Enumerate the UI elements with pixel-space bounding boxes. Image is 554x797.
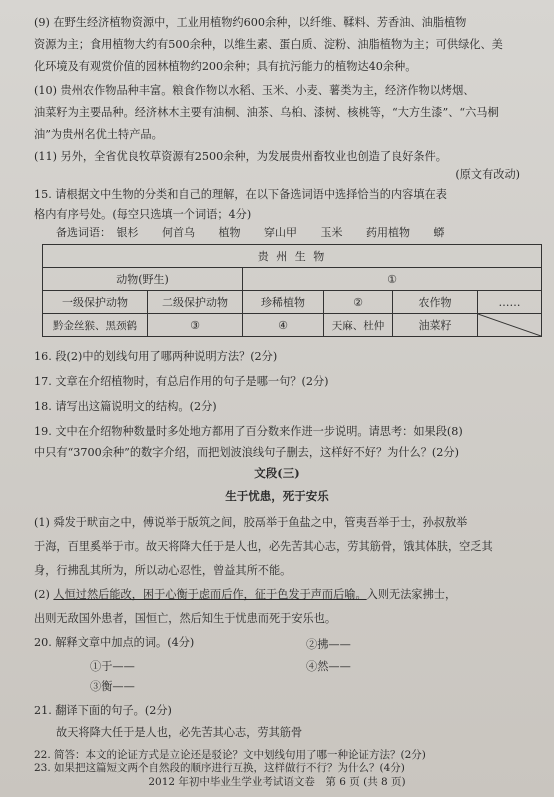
classical-para2-line1 <box>34 584 538 606</box>
classical-para1-line1: (1) 舜发于畎亩之中，傅说举于版筑之间，胶鬲举于鱼盐之中，管夷吾举于士，孙叔敖举 <box>34 516 468 529</box>
para10-line3: 油”为贵州名优土特产品。 <box>34 128 163 141</box>
q20-item-1: ①于—— <box>90 660 135 673</box>
table-cell-blank-4: ④ <box>243 314 324 337</box>
question-17: 17. 文章在介绍植物时，有总启作用的句子是哪一句？(2分) <box>34 375 329 388</box>
underlined-sentence: 人恒过然后能改，困于心衡于虑而后作，征于色发于声而后喻。 <box>53 588 367 601</box>
source-note: (原文有改动) <box>455 168 520 181</box>
diagonal-line-icon <box>478 314 541 336</box>
biology-classification-table <box>42 244 542 337</box>
page-footer: 2012 年初中毕业生学业考试语文卷 第 6 页 (共 8 页) <box>148 776 406 788</box>
table-cell-blank-3: ③ <box>148 314 243 337</box>
question-23: 23. 如果把这篇短文两个自然段的顺序进行互换，这样做行不行？为什么？(4分) <box>34 762 405 774</box>
table-cell: 油菜籽 <box>393 314 478 337</box>
question-18: 18. 请写出这篇说明文的结构。(2分) <box>34 400 217 413</box>
table-cell: …… <box>478 291 542 314</box>
classical-para2-prefix: (2) <box>34 588 54 601</box>
classical-para1-line3: 身，行拂乱其所为，所以动心忍性，曾益其所不能。 <box>34 564 292 577</box>
table-cell: 珍稀植物 <box>243 291 324 314</box>
question-19-line1: 19. 文中在介绍物种数量时多处地方都用了百分数来作进一步说明。请思考：如果段(8) <box>34 425 463 438</box>
table-cell: 一级保护动物 <box>43 291 148 314</box>
table-cell-blank-2: ② <box>324 291 393 314</box>
word-option: 银杉 <box>116 226 139 239</box>
word-option: 穿山甲 <box>264 226 297 239</box>
question-15-line2: 格内有序号处。(每空只选填一个词语；4分) <box>34 208 252 221</box>
table-cell-animals: 动物(野生) <box>43 268 243 291</box>
question-21: 21. 翻译下面的句子。(2分) <box>34 704 172 717</box>
para10-line1: (10) 贵州农作物品种丰富。粮食作物以水稻、玉米、小麦、薯类为主，经济作物以烤烟、 <box>34 84 475 97</box>
para10-line2: 油菜籽为主要品种。经济林木主要有油桐、油茶、乌桕、漆树、核桃等，“大方生漆”、“六马桐 <box>34 106 499 119</box>
q20-item-4: ④然—— <box>306 660 351 673</box>
question-15-line1: 15. 请根据文中生物的分类和自己的理解，在以下备选词语中选择恰当的内容填在表 <box>34 188 447 201</box>
table-cell-diagonal <box>478 314 542 337</box>
article-title: 生于忧患，死于安乐 <box>225 489 329 503</box>
para9-line3: 化环境及有观赏价值的园林植物约200余种；具有抗污能力的植物达40余种。 <box>34 60 417 73</box>
table-cell: 农作物 <box>393 291 478 314</box>
question-16: 16. 段(2)中的划线句用了哪两种说明方法？(2分) <box>34 350 278 363</box>
word-bank <box>56 224 465 240</box>
table-cell-blank-1: ① <box>243 268 542 291</box>
q20-item-2: ②拂—— <box>306 638 351 651</box>
classical-para2-line2: 出则无敌国外患者，国恒亡，然后知生于忧患而死于安乐也。 <box>34 612 337 625</box>
table-cell: 天麻、杜仲 <box>324 314 393 337</box>
question-20: 20. 解释文章中加点的词。(4分) <box>34 636 195 649</box>
classical-para2-suffix: 入则无法家拂士， <box>366 588 457 601</box>
para9-line2: 资源为主；食用植物大约有500余种，以维生素、蛋白质、淀粉、油脂植物为主；可供绿化、美 <box>34 38 503 51</box>
classical-para1-line2: 于海，百里奚举于市。故天将降大任于是人也，必先苦其心志，劳其筋骨，饿其体肤，空乏其 <box>34 540 493 553</box>
table-cell: 黔金丝猴、黑颈鹤 <box>43 314 148 337</box>
word-option: 何首乌 <box>162 226 195 239</box>
table-header: 贵 州 生 物 <box>43 245 542 268</box>
q21-sentence: 故天将降大任于是人也，必先苦其心志，劳其筋骨 <box>56 726 303 739</box>
section-title: 文段(三) <box>254 466 300 480</box>
word-bank-label: 备选词语： <box>56 226 111 239</box>
word-option: 植物 <box>218 226 241 239</box>
para9-line1: (9) 在野生经济植物资源中，工业用植物约600余种，以纤维、鞣料、芳香油、油脂植物 <box>34 16 467 29</box>
question-19-line2: 中只有“3700余种”的数字介绍，而把划波浪线句子删去，这样好不好？为什么？(2分) <box>34 446 459 459</box>
word-option: 药用植物 <box>366 226 410 239</box>
question-22: 22. 简答：本文的论证方式是立论还是驳论？文中划线句用了哪一种论证方法？(2分) <box>34 749 426 761</box>
para11: (11) 另外，全省优良牧草资源有2500余种，为发展贵州畜牧业也创造了良好条件。 <box>34 150 447 163</box>
table-cell: 二级保护动物 <box>148 291 243 314</box>
word-option: 玉米 <box>320 226 343 239</box>
q20-item-3: ③衡—— <box>90 680 135 693</box>
word-option: 蟒 <box>433 226 445 239</box>
